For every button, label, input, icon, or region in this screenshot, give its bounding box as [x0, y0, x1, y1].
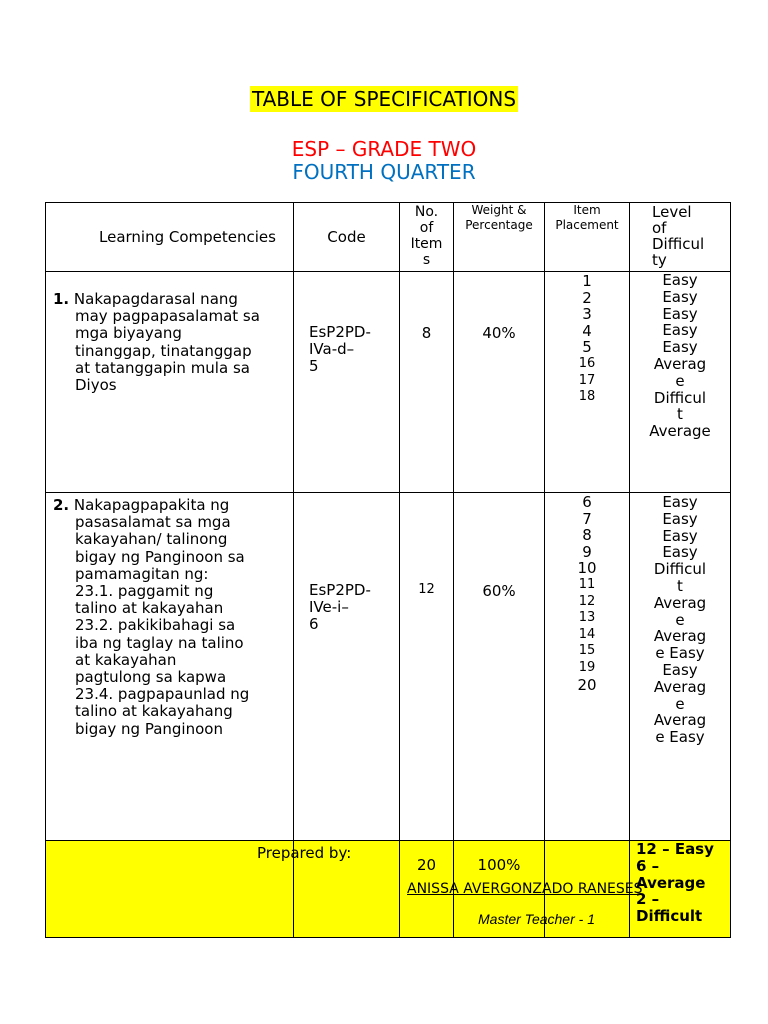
difficulty-line: Easy [662, 493, 698, 511]
competency-line: 23.1. paggamit ng [75, 582, 214, 601]
header-level [630, 203, 731, 272]
difficulty-line: Easy [662, 509, 698, 528]
placement-number: 17 [578, 372, 596, 388]
competency-line: mga biyayang [75, 324, 182, 343]
difficulty-line: Averag [653, 711, 707, 730]
header-placement [545, 203, 630, 272]
difficulty-line: Easy [662, 543, 698, 562]
placement-number: 4 [582, 321, 592, 340]
header-level-line: ty [652, 251, 667, 269]
placement-number: 8 [582, 526, 592, 545]
competency-line-text: Nakapagdarasal nang [69, 290, 238, 308]
difficulty-line: e Easy [655, 644, 705, 663]
items-cell: 8 [400, 272, 454, 493]
difficulty-line: Averag [653, 593, 707, 612]
difficulty-line: t [677, 405, 683, 424]
placement-number: 7 [582, 509, 592, 528]
code-line: 6 [309, 615, 319, 634]
total-difficulty-line: 6 – [636, 856, 660, 875]
difficulty-line: Easy [662, 526, 698, 545]
weight-cell: 60% [454, 493, 545, 841]
placement-number: 12 [578, 593, 596, 609]
competency-line: 23.4. pagpapaunlad ng [75, 685, 250, 704]
difficulty-line: e [675, 371, 685, 390]
competency-line: pasasalamat sa mga [75, 513, 231, 532]
difficulty-line: Averag [653, 677, 707, 696]
placement-number: 6 [582, 493, 592, 511]
competency-line: may pagpapasalamat sa [75, 307, 260, 326]
total-difficulty-line: 2 – [636, 890, 660, 909]
total-difficulty-line: 12 – Easy [636, 840, 714, 858]
competency-line: talino at kakayahan [75, 599, 224, 618]
competency-line: Diyos [75, 376, 117, 395]
prepared-by-label: Prepared by: [257, 844, 352, 862]
difficulty-line: Averag [653, 354, 707, 373]
competency-line: at kakayahan [75, 650, 177, 669]
placement-number: 13 [578, 610, 596, 626]
placement-number: 18 [578, 389, 596, 405]
code-cell [294, 272, 400, 493]
competency-line: bigay ng Panginoon [75, 719, 223, 738]
competency-line-text: Nakapagpapakita ng [69, 496, 230, 514]
code-line: 5 [309, 357, 319, 376]
difficulty-line: Easy [662, 304, 698, 323]
placement-number: 1 [582, 272, 592, 290]
competency-line: pagtulong sa kapwa [75, 668, 227, 687]
competency-line: pamamagitan ng: [75, 564, 209, 583]
competency-cell [46, 493, 294, 841]
total-weight-cell: 100% [454, 841, 545, 938]
table-row [46, 493, 731, 841]
competency-line: tinanggap, tinatanggap [75, 341, 252, 360]
header-placement-line: Placement [555, 218, 619, 232]
header-items [400, 203, 454, 272]
competency-line: bigay ng Panginoon sa [75, 547, 245, 566]
competency-line: iba ng taglay na talino [75, 633, 244, 652]
header-weight [454, 203, 545, 272]
specifications-table [45, 202, 731, 938]
header-row [46, 203, 731, 272]
competency-number: 2. [53, 496, 70, 514]
header-items-line: s [422, 252, 431, 268]
placement-number: 20 [577, 675, 597, 694]
difficulty-line: e Easy [655, 728, 705, 747]
competency-line: kakayahan/ talinong [75, 530, 228, 549]
code-line: IVa-d– [309, 340, 355, 359]
total-difficulty-line: Difficult [636, 907, 703, 926]
difficulty-line: e [675, 610, 685, 629]
placement-number: 10 [577, 559, 597, 578]
difficulty-line: Easy [662, 321, 698, 340]
preparer-position: Master Teacher - 1 [478, 911, 595, 927]
code-line: IVe-i– [309, 598, 349, 617]
placement-cell [545, 493, 630, 841]
placement-number: 19 [578, 659, 596, 675]
competency-line [53, 497, 293, 514]
placement-number: 5 [582, 338, 592, 357]
code-cell [294, 493, 400, 841]
placement-number: 15 [578, 643, 596, 659]
difficulty-line: e [675, 694, 685, 713]
difficulty-line: Easy [662, 287, 698, 306]
placement-number: 14 [578, 626, 596, 642]
level-cell [630, 493, 731, 841]
difficulty-line: Difficul [653, 388, 707, 407]
header-level-line: of [652, 219, 667, 237]
difficulty-line: Easy [662, 660, 698, 679]
competency-line: talino at kakayahang [75, 702, 233, 721]
difficulty-line: Easy [662, 338, 698, 357]
placement-number: 16 [578, 355, 596, 371]
placement-number: 11 [578, 576, 596, 592]
header-level-line: Difficul [652, 235, 705, 253]
difficulty-line: Average [649, 422, 711, 441]
placement-cell [545, 272, 630, 493]
quarter-heading: FOURTH QUARTER [292, 160, 476, 184]
placement-number: 3 [582, 305, 592, 324]
competency-line [53, 291, 293, 308]
difficulty-line: t [677, 576, 683, 595]
placement-number: 9 [582, 542, 592, 561]
header-code: Code [294, 203, 400, 272]
header-items-line: No. [414, 204, 439, 220]
difficulty-line: Easy [662, 271, 698, 289]
header-competencies: Learning Competencies [46, 203, 294, 272]
total-items-cell: 20 [400, 841, 454, 938]
header-items-line: Item [410, 236, 443, 252]
competency-cell [46, 272, 294, 493]
header-items-line: of [419, 220, 434, 236]
competency-line: 23.2. pakikibahagi sa [75, 616, 236, 635]
placement-number: 2 [582, 288, 592, 307]
table-row [46, 272, 731, 493]
code-line: EsP2PD- [309, 581, 371, 599]
header-level-line: Level [652, 203, 692, 221]
preparer-name: ANISSA AVERGONZADO RANESES [407, 881, 643, 897]
header-placement-line: Item [573, 203, 601, 217]
total-difficulty-line: Average [636, 873, 706, 892]
difficulty-line: Averag [653, 627, 707, 646]
subject-heading: ESP – GRADE TWO [291, 137, 477, 161]
weight-cell: 40% [454, 272, 545, 493]
code-line: EsP2PD- [309, 323, 371, 341]
total-level-cell [630, 841, 731, 938]
competency-number: 1. [53, 290, 70, 308]
level-cell [630, 272, 731, 493]
items-cell: 12 [400, 493, 454, 841]
competency-line: at tatanggapin mula sa [75, 358, 250, 377]
difficulty-line: Difficul [653, 560, 707, 579]
header-weight-line: Weight & [471, 203, 527, 217]
title-wrap [0, 86, 768, 112]
header-weight-line: Percentage [465, 218, 533, 232]
document-title: TABLE OF SPECIFICATIONS [251, 87, 517, 111]
